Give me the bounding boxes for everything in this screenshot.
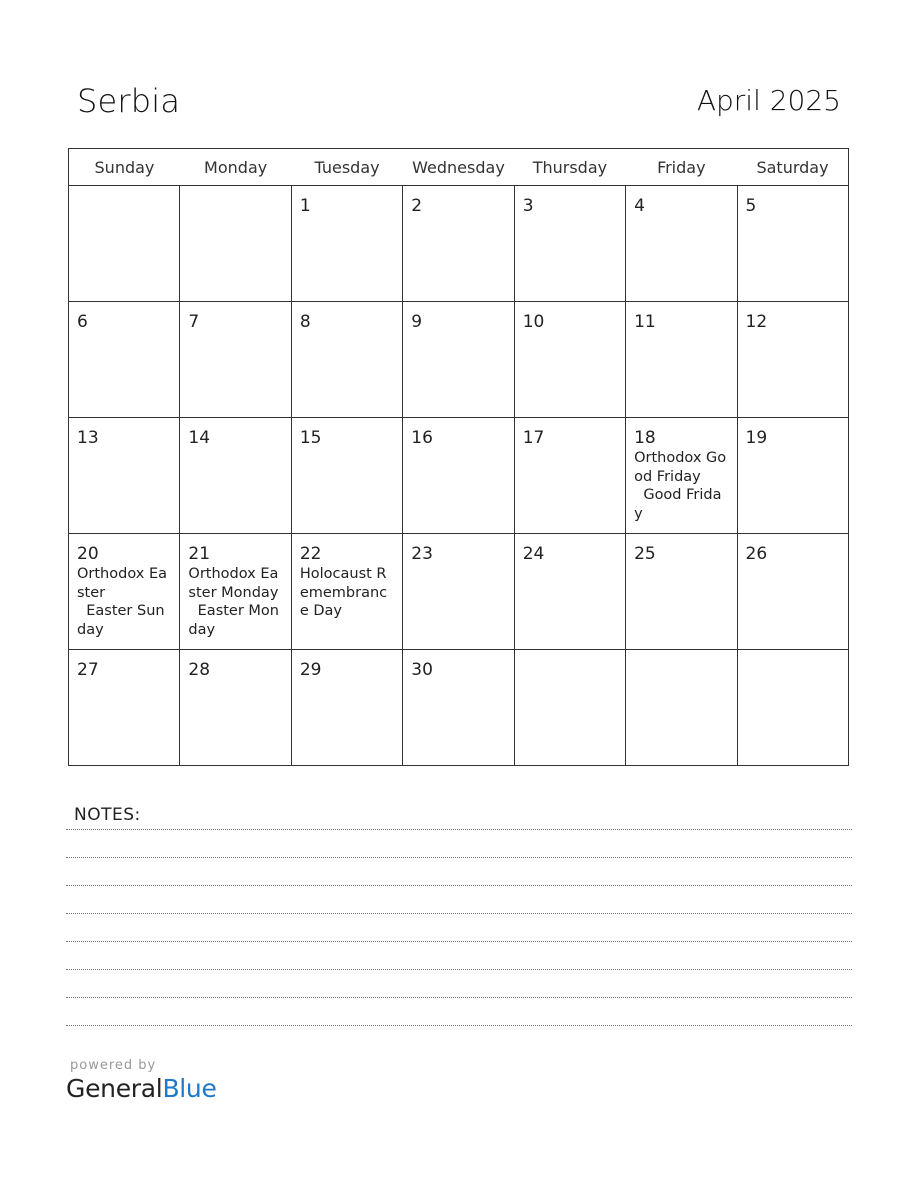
day-number: 20 <box>77 544 99 564</box>
month-title: April 2025 <box>696 84 841 117</box>
day-cell-4 <box>626 186 737 302</box>
day-number: 28 <box>188 660 211 680</box>
day-cell-18 <box>626 418 737 534</box>
calendar-grid <box>68 148 849 766</box>
note-line <box>66 969 852 970</box>
day-number: 25 <box>634 544 656 564</box>
note-line <box>66 913 852 914</box>
day-number: 22 <box>299 544 322 564</box>
day-number: 5 <box>745 196 757 216</box>
day-cell-2 <box>403 186 514 302</box>
week-row <box>69 186 849 302</box>
day-number: 29 <box>299 660 322 680</box>
note-line <box>66 857 852 858</box>
day-number: 16 <box>411 428 433 448</box>
day-number: 24 <box>522 544 545 564</box>
day-number: 18 <box>634 428 656 448</box>
week-row <box>69 650 849 766</box>
day-number: 2 <box>411 196 423 216</box>
day-number: 23 <box>411 544 433 564</box>
day-number: 7 <box>188 312 200 332</box>
day-number: 12 <box>745 312 768 332</box>
weekday-header-row <box>69 149 849 186</box>
country-title: Serbia <box>77 82 181 120</box>
day-cell-16 <box>403 418 514 534</box>
day-cell-10 <box>514 302 625 418</box>
day-number: 21 <box>188 544 211 564</box>
day-number: 1 <box>299 196 311 216</box>
day-cell-26 <box>737 534 848 650</box>
day-cell-12 <box>737 302 848 418</box>
day-cell-14 <box>180 418 291 534</box>
day-number: 11 <box>634 312 656 332</box>
day-cell-25 <box>626 534 737 650</box>
generalblue-logo[interactable] <box>66 1074 217 1103</box>
day-cell-1 <box>291 186 402 302</box>
holiday-label: Orthodox Easter Monday Easter Monday <box>188 566 279 638</box>
week-row <box>69 302 849 418</box>
day-cell-8 <box>291 302 402 418</box>
day-cell-21 <box>180 534 291 650</box>
day-cell-19 <box>737 418 848 534</box>
day-cell-11 <box>626 302 737 418</box>
day-number: 6 <box>77 312 88 332</box>
weekday-monday: Monday <box>180 149 291 186</box>
weekday-saturday: Saturday <box>737 149 848 186</box>
note-line <box>66 885 852 886</box>
day-cell-24 <box>514 534 625 650</box>
day-number: 27 <box>77 660 99 680</box>
holiday-label: Orthodox Easter Easter Sunday <box>77 566 167 638</box>
day-cell-27 <box>69 650 180 766</box>
weekday-sunday: Sunday <box>69 149 180 186</box>
day-number: 3 <box>522 196 534 216</box>
note-line <box>66 941 852 942</box>
day-cell-15 <box>291 418 402 534</box>
weekday-wednesday: Wednesday <box>403 149 514 186</box>
day-cell-29 <box>291 650 402 766</box>
logo-general: General <box>66 1074 163 1103</box>
day-cell-6 <box>69 302 180 418</box>
week-row <box>69 534 849 650</box>
note-line <box>66 997 852 998</box>
day-cell-7 <box>180 302 291 418</box>
day-number: 26 <box>745 544 768 564</box>
day-number: 17 <box>522 428 545 448</box>
note-line <box>66 1025 852 1026</box>
logo-blue: Blue <box>162 1074 217 1103</box>
note-line <box>66 829 852 830</box>
day-cell-20 <box>69 534 180 650</box>
empty-day-cell <box>180 186 291 302</box>
empty-day-cell <box>737 650 848 766</box>
day-cell-13 <box>69 418 180 534</box>
weekday-friday: Friday <box>626 149 737 186</box>
day-cell-17 <box>514 418 625 534</box>
notes-label: NOTES: <box>74 805 141 825</box>
day-cell-23 <box>403 534 514 650</box>
day-number: 4 <box>634 196 645 216</box>
day-number: 15 <box>299 428 322 448</box>
holiday-label: Holocaust Remembrance Day <box>299 566 388 619</box>
day-number: 8 <box>299 312 311 332</box>
day-cell-22 <box>291 534 402 650</box>
day-number: 10 <box>522 312 545 332</box>
day-cell-3 <box>514 186 625 302</box>
weekday-thursday: Thursday <box>514 149 625 186</box>
weekday-tuesday: Tuesday <box>291 149 402 186</box>
day-number: 13 <box>77 428 99 448</box>
day-number: 9 <box>411 312 423 332</box>
holiday-label: Orthodox Good Friday Good Friday <box>634 450 727 522</box>
empty-day-cell <box>626 650 737 766</box>
powered-by-text: powered by <box>70 1058 157 1073</box>
empty-day-cell <box>69 186 180 302</box>
empty-day-cell <box>514 650 625 766</box>
day-number: 19 <box>745 428 768 448</box>
day-number: 14 <box>188 428 211 448</box>
week-row <box>69 418 849 534</box>
day-cell-5 <box>737 186 848 302</box>
day-cell-28 <box>180 650 291 766</box>
day-number: 30 <box>411 660 433 680</box>
day-cell-9 <box>403 302 514 418</box>
day-cell-30 <box>403 650 514 766</box>
